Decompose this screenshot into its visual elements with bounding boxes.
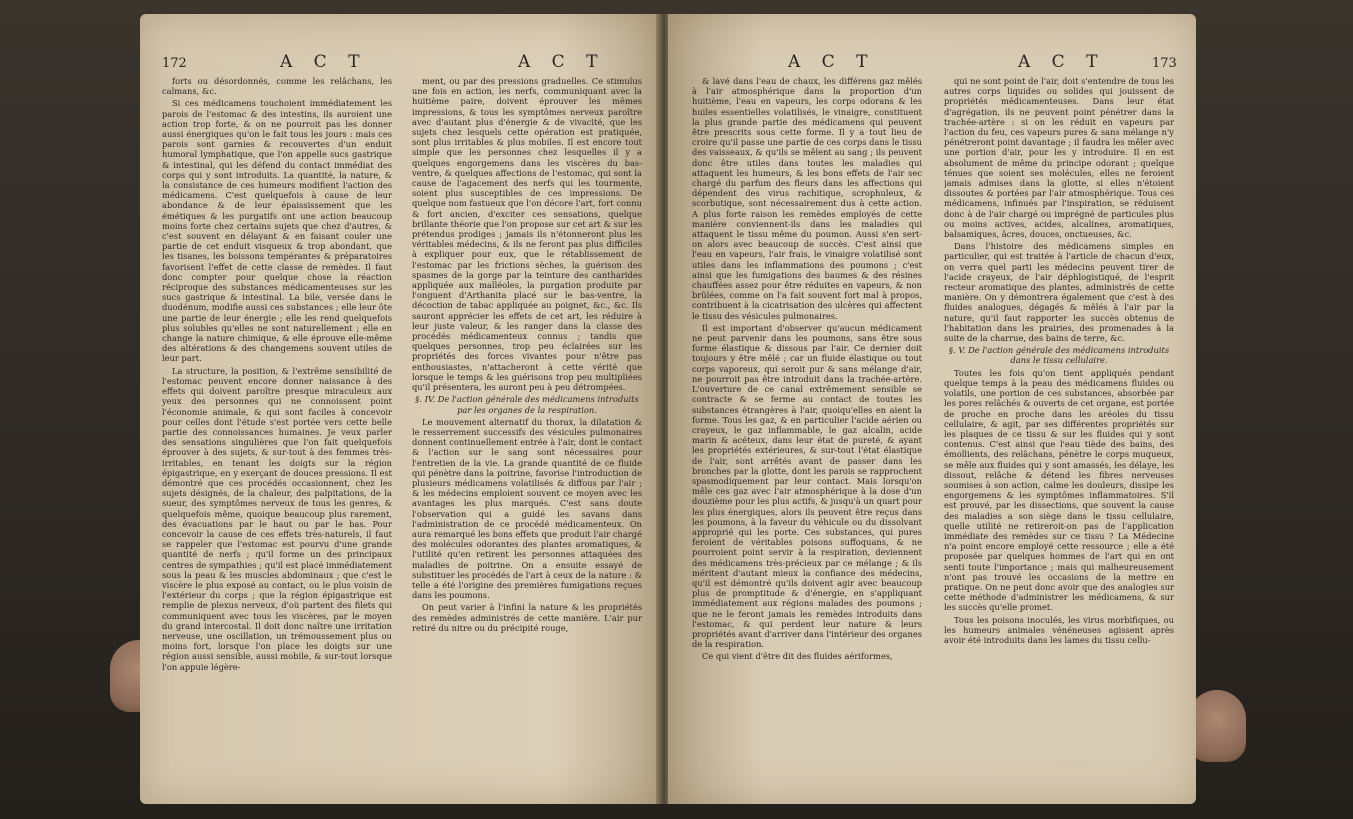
paragraph: Ce qui vient d'être dit des fluides aériformes, bbox=[702, 651, 893, 662]
running-header: A C T bbox=[1018, 52, 1106, 72]
paragraph: Il est important d'observer qu'aucun médicament ne peut parvenir dans les poumons, sans être sous forme élastique & dissous par l'air. Ce dernier doit toujours y être mêlé ; car un fluide élastique ou tout corps vaporeux, qui seroit pur & sans mélange d'air, ne pourroit pas être introduit dans la trachée-artère. L'ouverture de ce canal extrêmement sensible se contracte & se ferme au contact de toutes les substances étrangères à l'air, quoiqu'elles en aient la forme. Tous les gaz, & en particulier l'acide aérien ou crayeux, le gaz inflammable, le gaz alcalin, acide marin & acéteux, dans leur état de pureté, & ayant les propriétés extérieures, & sur-tout l'état élastique de l'air, sont arrêtés avant de passer dans les bronches par la glotte, dont les parois se rapprochent spasmodiquement par leur contact. Mais lorsqu'on mêle ces gaz avec l'air atmosphérique à la dose d'un douzième pour les plus actifs, & jusqu'à un quart pour les plus énergiques, alors ils peuvent être reçus dans les poumons, à la faveur du véhicule ou du dissolvant approprié qui les porte. Ces substances, qui pures feroient de véritables poisons suffoquans, & ne pourroient point servir à la respiration, deviennent des médicamens très-précieux par ce mélange ; & ils méritent d'autant mieux la confiance des médecins, qu'il est démontré qu'ils doivent agir avec beaucoup plus de promptitude & d'énergie, en s'appliquant immédiatement aux régions malades des poumons ; que ne le feront jamais les remèdes introduits dans l'estomac, & qui perdent leur nature & leurs propriétés avant d'arriver dans l'intérieur des organes de la respiration. bbox=[692, 322, 922, 650]
paragraph: Dans l'histoire des médicamens simples en particulier, qui est traitée à l'article de chacun d'eux, on verra quel parti les médecins peuvent tirer de l'acide crayeux, de l'air déphlogistiqué, de l'esprit recteur aromatique des plantes, administrés de cette manière. On y démontrera également que c'est à des fluides analogues, dégagés & mêlés à l'air par la nature, qu'il faut rapporter les succès obtenus de l'habitation dans les prairies, des promenades à la suite de la charrue, des bains de terre, &c. bbox=[944, 241, 1174, 344]
text-column bbox=[412, 76, 642, 786]
paragraph: Si ces médicamens touchoient immédiatement les parois de l'estomac & des intestins, ils auroient une action trop forte, & on ne pourroit pas les donner aussi énergiques qu'on le fait tous les jours : mais ces parois sont garnies & recouvertes d'un enduit humoral lymphatique, que l'on appelle sucs gastrique & intestinal, qui les défend du contact immédiat des corps qui y sont introduits. La quantité, la nature, & la consistance de ces humeurs modifient l'action des médicamens. C'est quelquefois à cause de leur abondance & de leur épaississement que les émétiques & les purgatifs ont une action beaucoup moins forte chez certains sujets que chez d'autres, & c'est souvent en délayant & en faisant couler une partie de cet enduit visqueux & trop abondant, que les tisanes, les boissons tempérantes & préparatoires favorisent l'effet de cette classe de remèdes. Il faut donc compter pour quelque chose la réaction réciproque des substances médicamenteuses sur les sucs gastrique & intestinal. La bile, versée dans le duodénum, modifie aussi ces substances ; elle leur ôte une partie de leur énergie ; elle les rend quelquefois plus solubles qu'elles ne sont naturellement ; elle en change la nature chimique, & elle éprouve elle-même des altérations & des changemens souvent utiles de leur part. bbox=[162, 98, 392, 364]
thumb bbox=[1188, 690, 1246, 762]
paragraph: ment, ou par des pressions graduelles. Ce stimulus une fois en action, les nerfs, communiquant avec la huitième paire, doivent éprouver les mêmes impressions, & tous les symptômes nerveux paroître avec d'autant plus d'énergie & de vivacité, que les sujets chez lesquels cette opération est pratiquée, sont plus irritables & plus mobiles. Il est encore tout simple que les personnes chez lesquelles il y a quelques engorgemens dans les viscères du bas-ventre, & quelques affections de l'estomac, qui sont la cause de l'agacement des nerfs qui les tourmente, soient plus susceptibles de ces impressions. De quelque nom fastueux que l'on décore l'art, fort connu & fort ancien, d'exciter ces sensations, quelque brillante théorie que l'on propose sur cet art & sur les prétendus prodiges ; jamais ils n'étonneront plus les véritables médecins, & ils ne feront pas plus difficiles à expliquer pour eux, que le rétablissement de l'estomac par les frictions sèches, la guérison des spasmes de la gorge par la teinture des cantharides appliquée aux malléoles, la purgation produite par l'onguent d'Arthanita placé sur le bas-ventre, la décoction de tabac appliquée au poignet, &c., &c. Ils sauront apprécier les effets de cet art, les réduire à leur juste valeur, & les ranger dans la classe des procédés médicamenteux connus ; tandis que quelques personnes, trop peu éclairées sur les propriétés des forces vivantes pour n'être pas enthousiastes, n'attacheront à cette vérité que lorsque le temps & les guérisons trop peu multipliées qu'il présentera, les auront peu à peu détrompées. bbox=[412, 76, 642, 393]
right-page bbox=[668, 14, 1196, 804]
paragraph: On peut varier à l'infini la nature & les propriétés des remèdes administrés de cette manière. L'air pur retiré du nitre ou du précipité rouge, bbox=[412, 602, 642, 633]
paragraph: Le mouvement alternatif du thorax, la dilatation & le resserrement successifs des vésicules pulmonaires donnent continuellement entrée à l'air, dont le contact & l'action sur le sang sont nécessaires pour l'entretien de la vie. La grande quantité de ce fluide qui pénètre dans la poitrine, favorise l'introduction de plusieurs médicamens volatilisés & diffous par l'air ; & les médecins emploient souvent ce moyen avec les avantages les plus marqués. C'est sans doute l'observation qui a guidé les savans dans l'administration de ce procédé médicamenteux. On aura remarqué les bons effets que produit l'air chargé des molécules odorantes des plantes aromatiques, & l'utilité qu'en retirent les personnes attaquées des maladies de poitrine. On a ensuite essayé de substituer les procédés de l'art à ceux de la nature : & telle a été l'origine des premières fumigations reçues dans les poumons. bbox=[412, 416, 642, 601]
paragraph: Tous les poisons inoculés, les virus morbifiques, ou les humeurs animales vénéneuses agissent après avoir été introduits dans les lames du tissu cellu- bbox=[944, 614, 1174, 645]
left-page bbox=[140, 14, 660, 804]
section-heading: §. V. De l'action générale des médicamens introduits dans le tissu cellulaire. bbox=[948, 345, 1170, 366]
text-column bbox=[692, 76, 922, 786]
text-column bbox=[944, 76, 1174, 786]
page-number-right: 173 bbox=[1152, 56, 1177, 71]
running-header: A C T bbox=[518, 52, 606, 72]
paragraph: Toutes les fois qu'on tient appliqués pendant quelque temps à la peau des médicamens fluides ou volatils, une portion de ces substances, absorbée par les pores relâchés & ouverts de cet organe, est portée de proche en proche dans les aréoles du tissu cellulaire, & agit, par ses différentes propriétés sur les plaques de ce tissu & sur les fluides qui y sont contenus. C'est ainsi que l'eau tiède des bains, des émollients, des relâchans, pénètre le corps muqueux, se mêle aux fluides qui y sont amassés, les délaye, les dissout, relâche & détend les fibres nerveuses soumises à son action, calme les douleurs, dissipe les engorgemens & les symptômes inflammatoires. S'il est prouvé, par les dissections, que souvent la cause des maladies a son siège dans le tissu cellulaire, quelle utilité ne retireroit-on pas de l'application immédiate des remèdes sur ce tissu ? La Médecine n'a point encore employé cette ressource ; elle a été proposée par quelques hommes de l'art qui en ont senti toute l'importance ; mais qui malheureusement n'ont pas trouvé les occasions de la mettre en pratique. On ne peut donc avoir que des analogies sur cette méthode d'administrer les médicamens, & sur les succès qu'elle promet. bbox=[944, 367, 1174, 613]
paragraph: & lavé dans l'eau de chaux, les différens gaz mêlés à l'air atmosphérique dans la proportion d'un huitième, l'eau en vapeurs, les corps odorans & les huiles essentielles volatilisés, le vinaigre, constituent la plus grande partie des médicamens qui peuvent être prescrits sous cette forme. Il y a tout lieu de croire qu'il passe une partie de ces corps dans le tissu des vaisseaux, & qu'ils se mêlent au sang ; ils peuvent donc être utiles dans toutes les maladies qui attaquent les humeurs, & les bons effets de l'air sec chargé du parfum des fleurs dans les affections qui dépendent des virus rachitique, scrophuleux, & scorbutique, sont nécessairement dus à cette action. A plus forte raison les remèdes employés de cette manière conviennent-ils dans les maladies qui attaquent le tissu même du poumon. Aussi s'en sert-on alors avec beaucoup de succès. C'est ainsi que l'eau en vapeurs, l'air frais, le vinaigre volatilisé sont utiles dans les inflammations des poumons ; c'est ainsi que les fumigations des baumes & des résines chauffées assez pour être réduites en vapeurs, & non brûlées, comme on l'a fait souvent fort mal à propos, contribuent à la cicatrisation des ulcères qui affectent le tissu des vésicules pulmonaires. bbox=[692, 76, 922, 321]
running-header: A C T bbox=[280, 52, 368, 72]
paragraph: qui ne sont point de l'air, doit s'entendre de tous les autres corps liquides ou solides qui jouissent de propriétés médicamenteuses. Dans leur état d'agrégation, ils ne peuvent point pénétrer dans la trachée-artère : si on les réduit en vapeurs par l'action du feu, ces vapeurs pures & sans mélange n'y pénétreront point davantage ; il faudra les mêler avec une portion d'air, pour les y introduire. Il en est absolument de même du principe odorant ; quelque ténues que soient ses molécules, elles ne feroient jamais admises dans la glotte, si elles n'étoient dissoutes & portées par l'air atmosphérique. Tous ces médicamens, infinués par l'inspiration, se réduisent donc à de l'air chargé ou imprégné de particules plus ou moins actives, acides, alcalines, aromatiques, balsamiques, âcres, douces, onctueuses, &c. bbox=[944, 76, 1174, 240]
running-header: A C T bbox=[788, 52, 876, 72]
page-number-left: 172 bbox=[162, 56, 187, 71]
paragraph: La structure, la position, & l'extrême sensibilité de l'estomac peuvent encore donner naissance à des effets qui doivent paroître presque miraculeux aux yeux des personnes qui ne connoissent point l'économie animale, & qui sont faciles à concevoir pour celles dont l'étude s'est portée vers cette belle partie des connoissances humaines. Je veux parler des sensations singulières que l'on fait quelquefois éprouver à des sujets, & sur-tout à des femmes très-irritables, en tenant les doigts sur la région épigastrique, en y exerçant de douces pressions. Il est démontré que ces procédés occasionnent, chez les sujets désignés, de la chaleur, des palpitations, de la sueur, des symptômes nerveux de tous les genres, & quelquefois même, quoique beaucoup plus rarement, des évacuations par le haut ou par le bas. Pour concevoir la cause de ces effets très-naturels, il faut se rappeler que l'estomac est pourvu d'une grande quantité de nerfs ; qu'il forme un des principaux centres de sympathies ; qu'il est placé immédiatement sous la peau & les muscles abdominaux ; que c'est le viscère le plus exposé au contact, ou le plus voisin de l'extérieur du corps ; que la région épigastrique est remplie de plexus nerveux, d'où partent des filets qui communiquent avec tous les viscères, par le moyen du grand intercostal. Il doit donc naître une irritation nerveuse, une oscillation, un trémoussement plus ou moins fort, lorsque l'on place les doigts sur une région aussi sensible, aussi mobile, & sur-tout lorsque l'on appuie légère- bbox=[162, 365, 392, 672]
text-column bbox=[162, 76, 392, 786]
section-heading: §. IV. De l'action générale des médicamens introduits par les organes de la respiration. bbox=[415, 394, 639, 415]
paragraph: forts ou désordonnés, comme les relâchans, les calmans, &c. bbox=[162, 76, 392, 97]
